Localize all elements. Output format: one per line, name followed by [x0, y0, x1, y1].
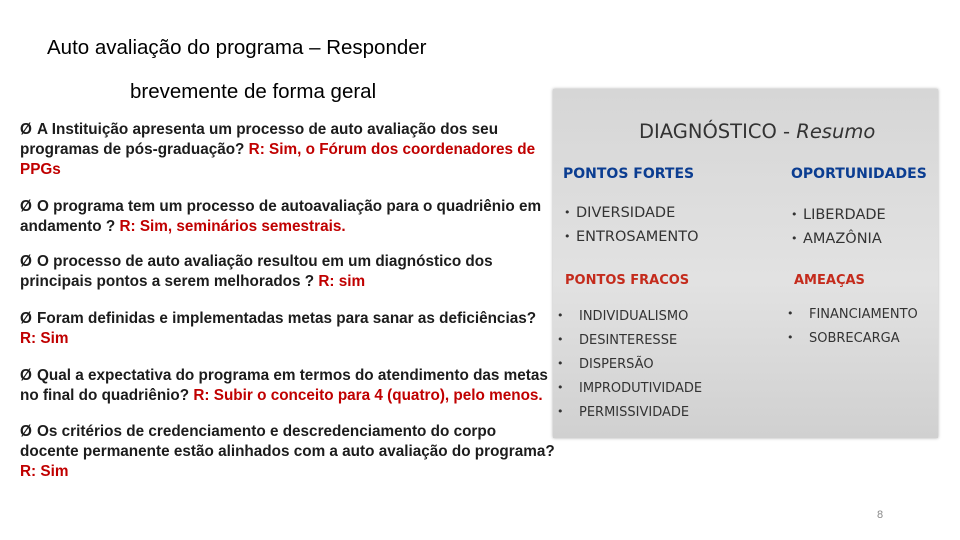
bullet-dot-icon: •	[787, 331, 794, 344]
title-line-2: brevemente de forma geral	[130, 80, 377, 103]
bullet-dot-icon: •	[557, 381, 564, 394]
bullet-dot-icon: •	[564, 230, 571, 243]
list-item: • SOBRECARGA	[787, 326, 918, 350]
list-item: • DISPERSÃO	[557, 352, 702, 376]
bullet-dot-icon: •	[787, 307, 794, 320]
bullet-dot-icon: •	[557, 357, 564, 370]
question-text: O processo de auto avaliação resultou em um diagnóstico dos principais pontos a serem melhorados ?	[20, 253, 493, 290]
answer-text: R: Sim	[20, 330, 69, 347]
diagnostico-title	[639, 120, 875, 143]
question-text: Qual a expectativa do programa em termos do atendimento das metas no final do quadriênio?	[20, 367, 548, 404]
bullet-dot-icon: •	[557, 333, 564, 346]
question-text: Os critérios de credenciamento e descredenciamento do corpo docente permanente estão alinhados com a auto avaliação do programa?	[20, 423, 555, 460]
list-item: • DESINTERESSE	[557, 328, 702, 352]
pontos-fracos-list	[557, 304, 702, 424]
arrow-bullet-icon: Ø	[20, 121, 32, 138]
question-text: A Instituição apresenta um processo de auto avaliação dos seu programas de pós-graduação?	[20, 121, 499, 158]
list-item: • IMPRODUTIVIDADE	[557, 376, 702, 400]
pontos-fortes-heading: PONTOS FORTES	[563, 166, 695, 182]
arrow-bullet-icon: Ø	[20, 423, 32, 440]
page-number: 8	[877, 509, 884, 521]
question-item	[20, 366, 555, 406]
question-text: Foram definidas e implementadas metas para sanar as deficiências?	[37, 310, 537, 327]
pontos-fortes-list	[564, 201, 699, 249]
answer-text: R: Sim, o Fórum dos coordenadores de PPGs	[20, 141, 536, 178]
bullet-dot-icon: •	[557, 309, 564, 322]
list-item: • DIVERSIDADE	[564, 201, 699, 225]
ameacas-heading: AMEAÇAS	[794, 273, 865, 288]
question-item	[20, 309, 555, 349]
pontos-fracos-heading: PONTOS FRACOS	[565, 273, 690, 288]
answer-text: R: Sim, seminários semestrais.	[119, 218, 346, 235]
list-item: • AMAZÔNIA	[791, 227, 886, 251]
bullet-dot-icon: •	[564, 206, 571, 219]
answer-text: R: Sim	[20, 463, 69, 480]
list-item: • FINANCIAMENTO	[787, 302, 918, 326]
bullet-dot-icon: •	[557, 405, 564, 418]
ameacas-list	[787, 302, 918, 350]
oportunidades-list	[791, 203, 886, 251]
arrow-bullet-icon: Ø	[20, 253, 32, 270]
answer-text: R: sim	[318, 273, 366, 290]
list-item: • PERMISSIVIDADE	[557, 400, 702, 424]
bullet-dot-icon: •	[791, 208, 798, 221]
diagnostico-title-main: DIAGNÓSTICO -	[639, 120, 791, 143]
bullet-dot-icon: •	[791, 232, 798, 245]
question-item	[20, 197, 555, 237]
diagnostico-summary-image	[553, 89, 938, 438]
arrow-bullet-icon: Ø	[20, 198, 32, 215]
answer-text: R: Subir o conceito para 4 (quatro), pelo menos.	[193, 387, 543, 404]
arrow-bullet-icon: Ø	[20, 367, 32, 384]
oportunidades-heading: OPORTUNIDADES	[791, 166, 927, 182]
list-item: • INDIVIDUALISMO	[557, 304, 702, 328]
list-item: • ENTROSAMENTO	[564, 225, 699, 249]
arrow-bullet-icon: Ø	[20, 310, 32, 327]
question-item	[20, 422, 555, 482]
question-item	[20, 252, 555, 292]
question-text: O programa tem um processo de autoavaliação para o quadriênio em andamento ?	[20, 198, 542, 235]
title-line-1: Auto avaliação do programa – Responder	[47, 36, 427, 59]
question-list	[20, 120, 555, 482]
question-item	[20, 120, 555, 180]
diagnostico-title-italic: Resumo	[796, 120, 876, 143]
list-item: • LIBERDADE	[791, 203, 886, 227]
